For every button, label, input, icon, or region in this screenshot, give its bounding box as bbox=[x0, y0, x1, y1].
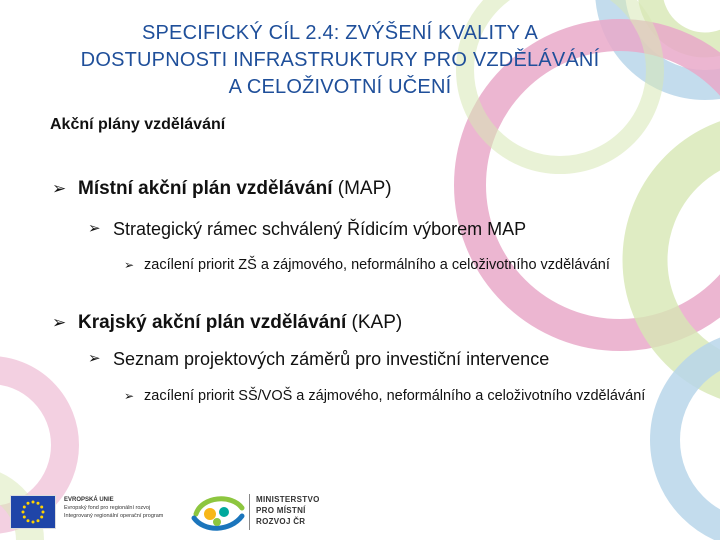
list-item-kap bbox=[52, 311, 402, 335]
arrow-bullet-icon: ➢ bbox=[52, 179, 67, 198]
logo-separator bbox=[249, 494, 250, 530]
kap-name: Krajský akční plán vzdělávání bbox=[78, 312, 347, 333]
arrow-bullet-icon: ➢ bbox=[124, 389, 135, 403]
title-line-3: A CELOŽIVOTNÍ UČENÍ bbox=[228, 76, 452, 98]
arrow-bullet-icon: ➢ bbox=[124, 258, 135, 272]
list-item-map-framework: ➢ Strategický rámec schválený Řídicím výborem MAP bbox=[88, 219, 527, 239]
title-line-2: DOSTUPNOSTI INFRASTRUKTURY PRO VZDĚLÁVÁNÍ bbox=[80, 49, 600, 71]
arrow-bullet-icon: ➢ bbox=[88, 350, 101, 367]
map-abbr: (MAP) bbox=[332, 178, 392, 199]
arrow-bullet-icon: ➢ bbox=[52, 313, 67, 332]
list-item-map bbox=[52, 177, 392, 201]
eu-flag-icon bbox=[10, 495, 56, 529]
footer-logos bbox=[0, 482, 720, 540]
slide-title bbox=[20, 20, 660, 101]
mmr-logo-text: MINISTERSTVO PRO MÍSTNÍ ROZVOJ ČR bbox=[256, 495, 320, 526]
map-name: Místní akční plán vzdělávání bbox=[78, 178, 333, 199]
list-item-map-priorities: ➢ zacílení priorit ZŠ a zájmového, neformálního a celoživotního vzdělávání bbox=[124, 257, 610, 273]
mmr-logo-icon bbox=[190, 488, 246, 534]
title-line-1: SPECIFICKÝ CÍL 2.4: ZVÝŠENÍ KVALITY A bbox=[141, 22, 539, 44]
list-item-kap-projects: ➢ Seznam projektových záměrů pro investiční intervence bbox=[88, 349, 550, 369]
list-item-kap-priorities: ➢ zacílení priorit SŠ/VOŠ a zájmového, neformálního a celoživotního vzdělávání bbox=[124, 388, 646, 404]
section-subtitle: Akční plány vzdělávání bbox=[50, 116, 226, 133]
arrow-bullet-icon: ➢ bbox=[88, 220, 101, 237]
kap-abbr: (KAP) bbox=[346, 312, 403, 333]
eu-logo-text: EVROPSKÁ UNIE Evropský fond pro regionální rozvoj Integrovaný regionální operační program bbox=[64, 497, 164, 519]
